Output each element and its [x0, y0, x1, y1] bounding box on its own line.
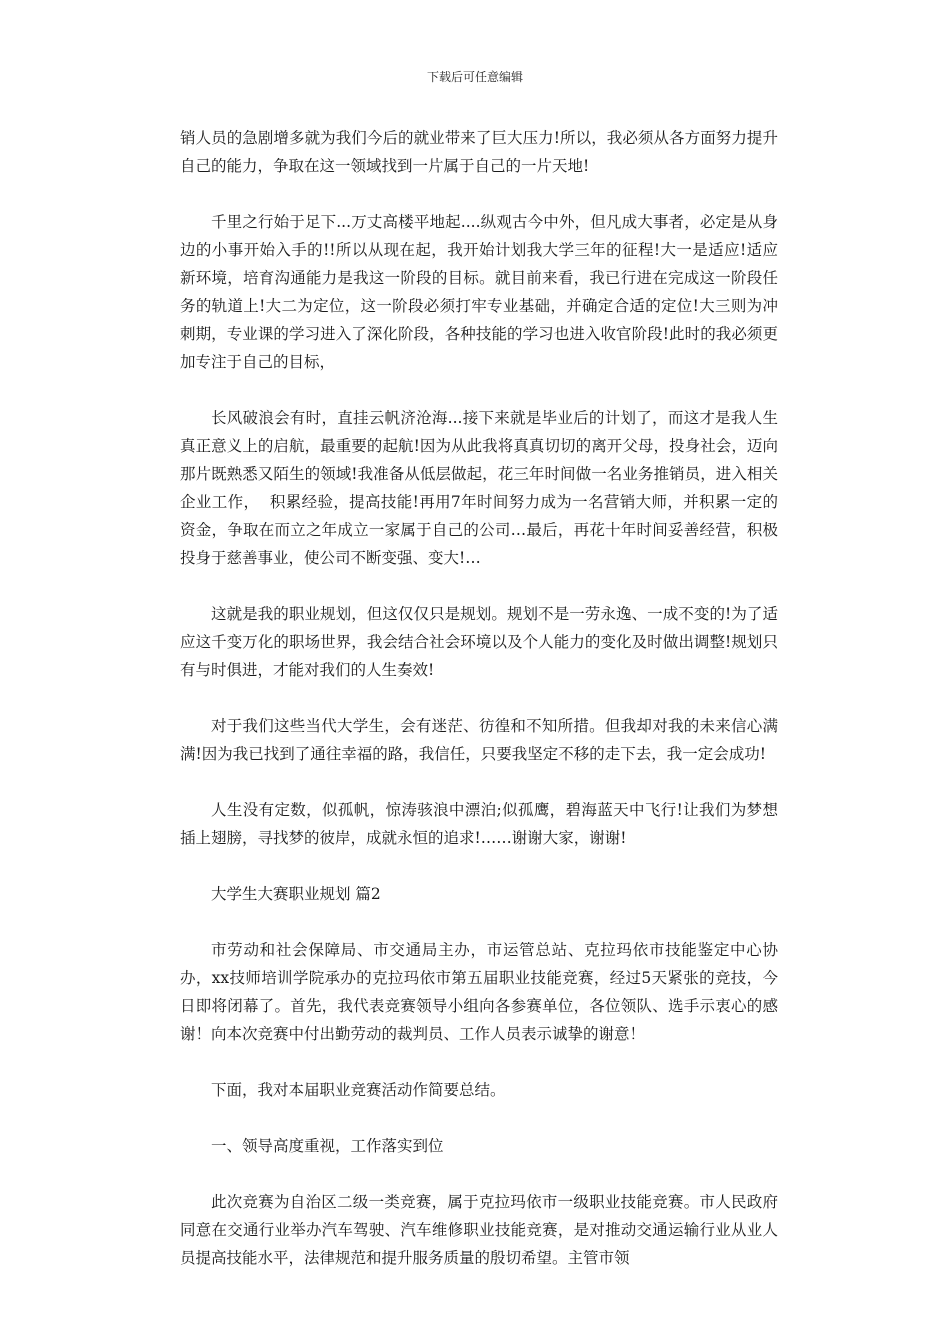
paragraph-summary-lead: 下面，我对本届职业竞赛活动作简要总结。: [211, 1081, 506, 1099]
section-title-article-2: 大学生大赛职业规划 篇2: [211, 885, 381, 903]
paragraph-competition-level: 此次竞赛为自治区二级一类竞赛，属于克拉玛依市一级职业技能竞赛。市人民政府同意在交通行业举办汽车驾驶、汽车维修职业技能竞赛，是对推动交通运输行业从业人员提高技能水平，法律规范和提升服务质量的殷切希望。主管市领: [180, 1193, 778, 1267]
paragraph-plan-adjustment: 这就是我的职业规划，但这仅仅只是规划。规划不是一劳永逸、一成不变的!为了适应这千变万化的职场世界，我会结合社会环境以及个人能力的变化及时做出调整!规划只有与时俱进，才能对我们的人生奏效!: [180, 605, 778, 679]
paragraph-competition-intro: 市劳动和社会保障局、市交通局主办，市运管总站、克拉玛依市技能鉴定中心协办，xx技师培训学院承办的克拉玛依市第五届职业技能竞赛，经过5天紧张的竞技，今日即将闭幕了。首先，我代表竞赛领导小组向各参赛单位，各位领队、选手示衷心的感谢！向本次竞赛中付出勤劳动的裁判员、工作人员表示诚挚的谢意！: [180, 941, 778, 1043]
paragraph-university-plan: 千里之行始于足下...万丈高楼平地起....纵观古今中外，但凡成大事者，必定是从身边的小事开始入手的!!所以从现在起，我开始计划我大学三年的征程!大一是适应!适应新环境，培育沟通能力是我这一阶段的目标。就目前来看，我已行进在完成这一阶段任务的轨道上!大二为定位，这一阶段必须打牢专业基础，并确定合适的定位!大三则为冲刺期，专业课的学习进入了深化阶段，各种技能的学习也进入收官阶段!此时的我必须更加专注于自己的目标，: [180, 213, 778, 371]
paragraph-post-graduation-plan: 长风破浪会有时，直挂云帆济沧海...接下来就是毕业后的计划了，而这才是我人生真正意义上的启航，最重要的起航!因为从此我将真真切切的离开父母，投身社会，迈向那片既熟悉又陌生的领域!我准备从低层做起，花三年时间做一名业务推销员，进入相关企业工作， 积累经验，提高技能!再用7年时间努力成为一名营销大师，并积累一定的资金，争取在而立之年成立一家属于自己的公司…最后，再花十年时间妥善经营，积极投身于慈善事业，使公司不断变强、变大!…: [180, 409, 778, 567]
page-header-note: 下载后可任意编辑: [426, 70, 523, 84]
subheading-leadership: 一、领导高度重视，工作落实到位: [211, 1137, 444, 1155]
paragraph-intro-continued: 销人员的急剧增多就为我们今后的就业带来了巨大压力!所以，我必须从各方面努力提升自己的能力，争取在这一领域找到一片属于自己的一片天地!: [180, 129, 778, 175]
paragraph-confidence: 对于我们这些当代大学生，会有迷茫、彷徨和不知所措。但我却对我的未来信心满满!因为我已找到了通往幸福的路，我信任，只要我坚定不移的走下去，我一定会成功!: [180, 717, 778, 763]
document-body: [180, 124, 778, 1300]
paragraph-closing: 人生没有定数，似孤帆，惊涛骇浪中漂泊;似孤鹰，碧海蓝天中飞行!让我们为梦想插上翅膀，寻找梦的彼岸，成就永恒的追求!……谢谢大家，谢谢!: [180, 801, 778, 847]
